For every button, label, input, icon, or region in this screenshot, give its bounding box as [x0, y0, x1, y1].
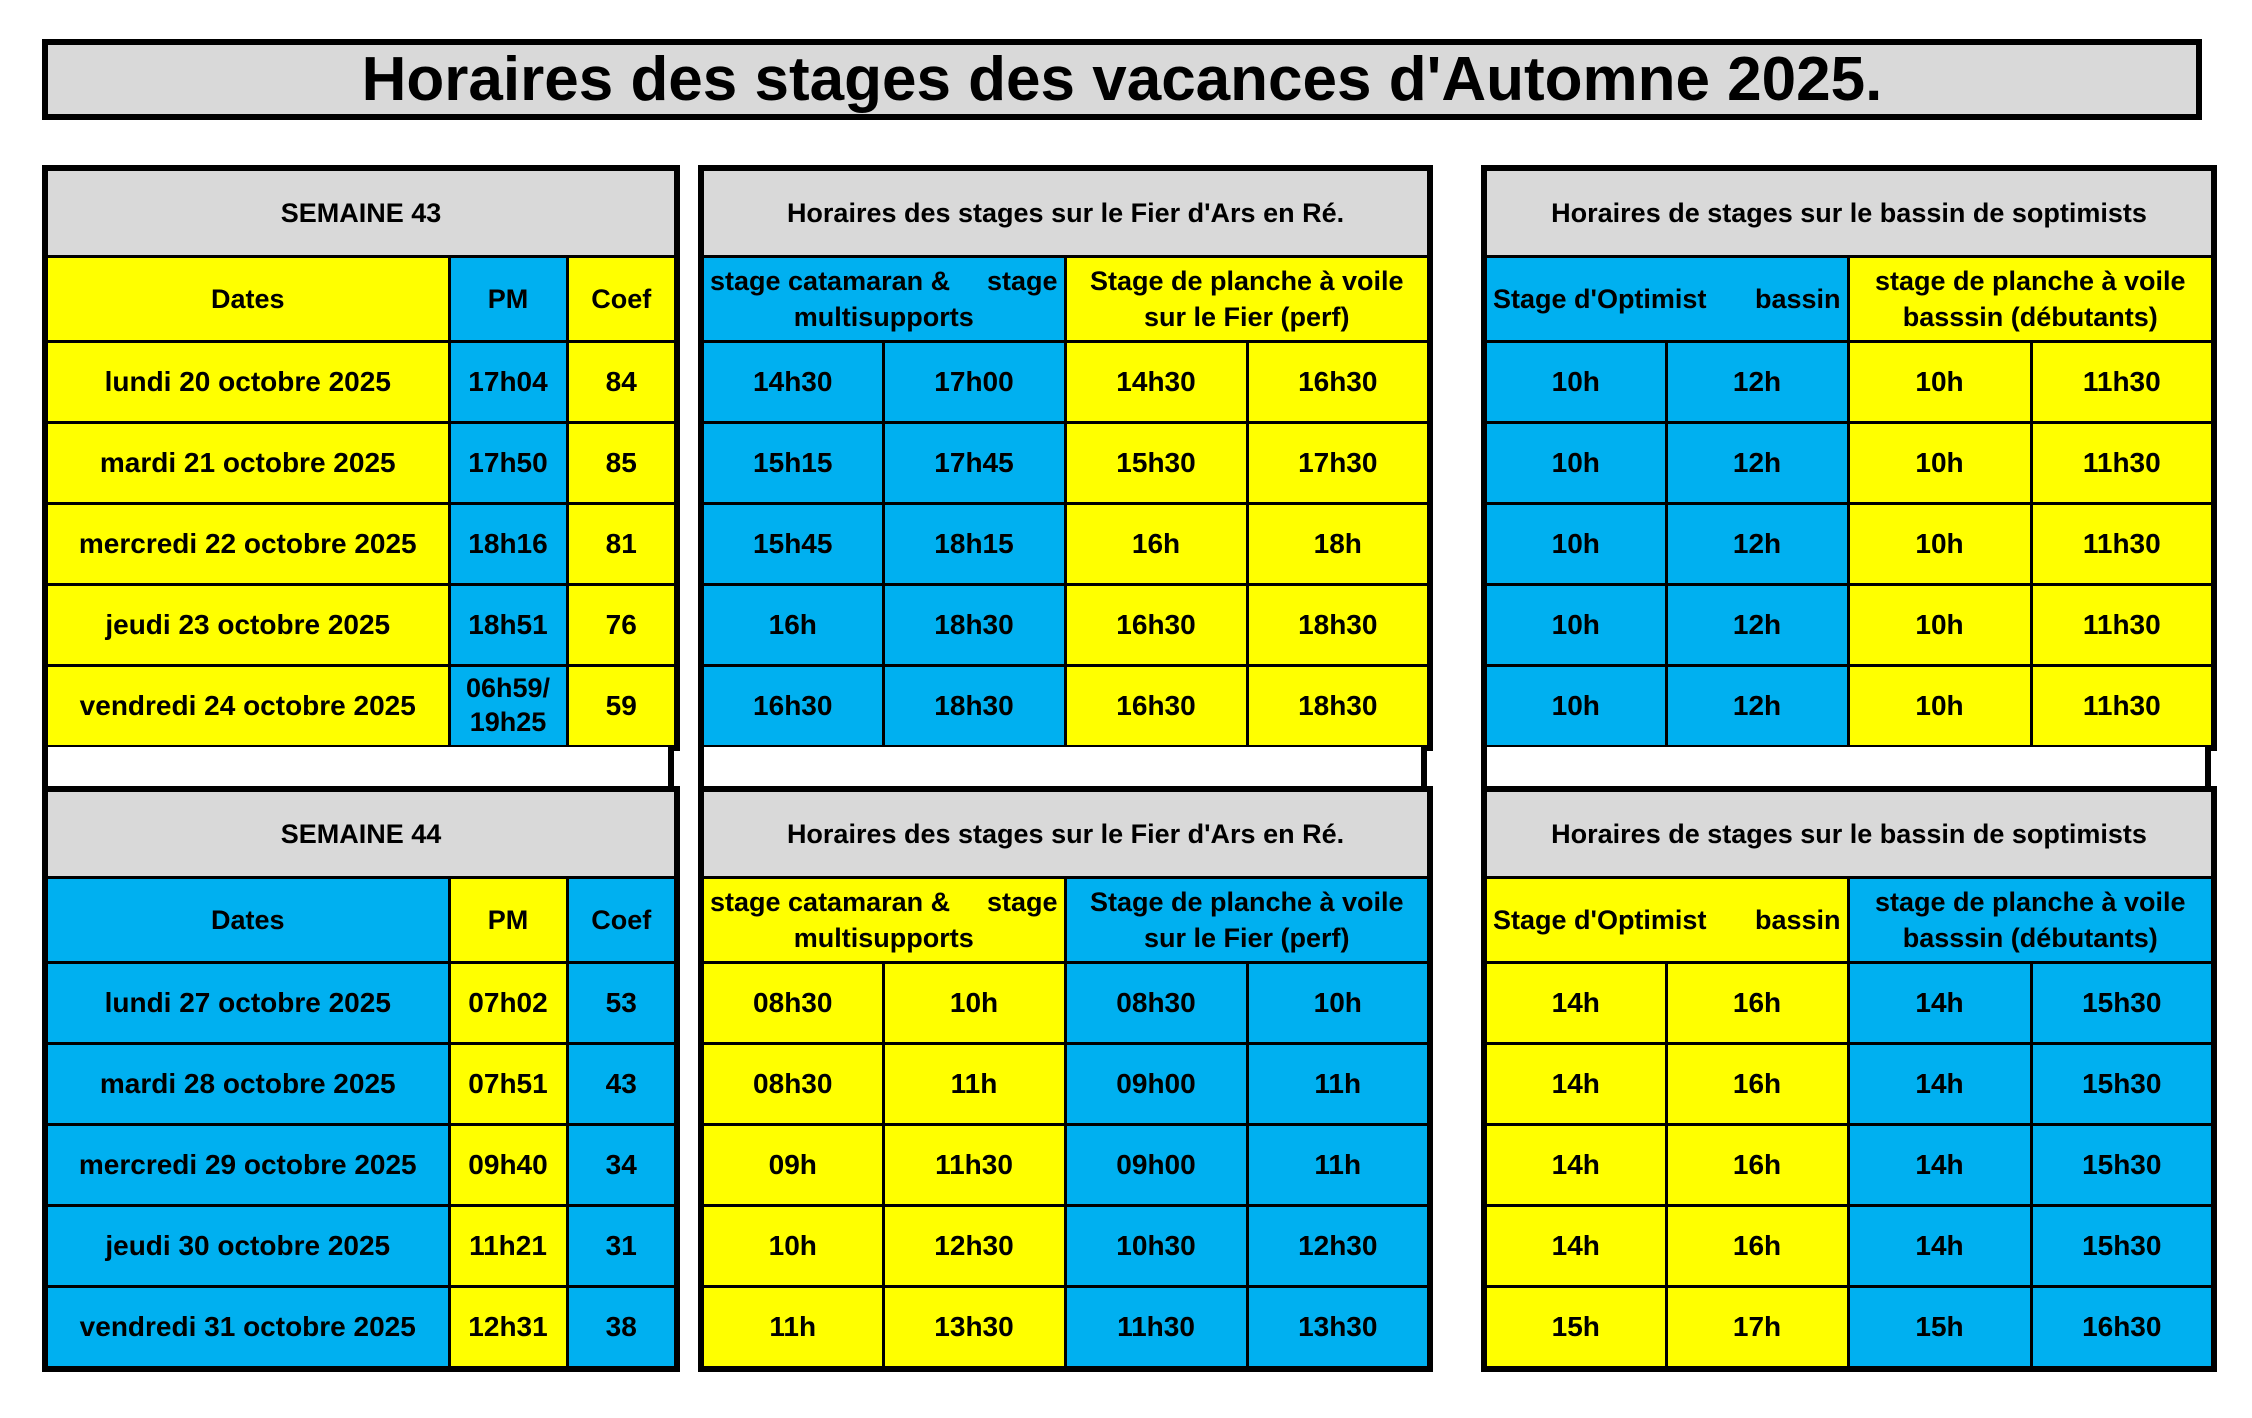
time-cell: 11h [1247, 1044, 1430, 1125]
time-cell: 12h30 [1247, 1206, 1430, 1287]
date-cell: lundi 27 octobre 2025 [45, 963, 449, 1044]
optimist-header-part2: bassin [1754, 904, 1841, 935]
pm-cell: 07h51 [449, 1044, 567, 1125]
date-cell: lundi 20 octobre 2025 [45, 342, 449, 423]
catamaran-header [701, 257, 1065, 342]
pm-header: PM [449, 878, 567, 963]
planche-bassin-header-line2: basssin (débutants) [1902, 923, 2158, 953]
fier43-title: Horaires des stages sur le Fier d'Ars en Ré. [701, 168, 1430, 257]
time-cell: 17h00 [883, 342, 1065, 423]
time-cell: 14h30 [1065, 342, 1247, 423]
time-cell: 09h00 [1065, 1044, 1247, 1125]
time-cell: 14h [1848, 1044, 2031, 1125]
date-cell: mercredi 29 octobre 2025 [45, 1125, 449, 1206]
time-cell: 14h [1484, 1206, 1666, 1287]
time-cell: 10h [1848, 342, 2031, 423]
week43-label: SEMAINE 43 [45, 168, 677, 257]
optimist-header-part2: bassin [1754, 283, 1841, 314]
time-cell: 16h30 [701, 666, 883, 749]
time-cell: 10h [1484, 585, 1666, 666]
planche-header-line1: Stage de planche à voile [1089, 886, 1404, 917]
time-cell: 16h [1666, 963, 1848, 1044]
time-cell: 11h [883, 1044, 1065, 1125]
time-cell: 15h45 [701, 504, 883, 585]
time-cell: 11h [1247, 1125, 1430, 1206]
catamaran-header [701, 878, 1065, 963]
pm-cell: 11h21 [449, 1206, 567, 1287]
time-cell: 17h [1666, 1287, 1848, 1370]
catamaran-header-part1: stage catamaran & [710, 886, 951, 917]
coef-cell: 43 [567, 1044, 677, 1125]
catamaran-header-part1: stage catamaran & [710, 265, 951, 296]
fier44-title: Horaires des stages sur le Fier d'Ars en Ré. [701, 789, 1430, 878]
catamaran-header-line2: multisupports [793, 302, 974, 332]
time-cell: 15h30 [1065, 423, 1247, 504]
catamaran-header-part2: stage [986, 886, 1058, 917]
optimist-header [1484, 878, 1848, 963]
time-cell: 11h [701, 1287, 883, 1370]
planche-bassin-header-line2: basssin (débutants) [1902, 302, 2158, 332]
pm-cell: 17h04 [449, 342, 567, 423]
time-cell: 10h [883, 963, 1065, 1044]
bassin44-title: Horaires de stages sur le bassin de soptimists [1484, 789, 2214, 878]
time-cell: 15h30 [2031, 1125, 2214, 1206]
date-cell: jeudi 23 octobre 2025 [45, 585, 449, 666]
time-cell: 16h30 [1065, 585, 1247, 666]
time-cell: 18h30 [883, 666, 1065, 749]
coef-cell: 53 [567, 963, 677, 1044]
time-cell: 14h [1484, 1125, 1666, 1206]
pm-cell: 18h51 [449, 585, 567, 666]
dates-header: Dates [45, 878, 449, 963]
time-cell: 16h30 [2031, 1287, 2214, 1370]
planche-header-line1: Stage de planche à voile [1089, 265, 1404, 296]
time-cell: 12h30 [883, 1206, 1065, 1287]
time-cell: 15h30 [2031, 1206, 2214, 1287]
planche-bassin-header [1848, 878, 2214, 963]
time-cell: 13h30 [1247, 1287, 1430, 1370]
time-cell: 18h [1247, 504, 1430, 585]
time-cell: 12h [1666, 585, 1848, 666]
time-cell: 10h [1848, 666, 2031, 749]
time-cell: 16h [1065, 504, 1247, 585]
pm-cell: 18h16 [449, 504, 567, 585]
time-cell: 16h [1666, 1206, 1848, 1287]
time-cell: 12h [1666, 666, 1848, 749]
planche-header-line2: sur le Fier (perf) [1143, 923, 1350, 953]
time-cell: 14h [1848, 1206, 2031, 1287]
pm-cell: 09h40 [449, 1125, 567, 1206]
time-cell: 11h30 [2031, 423, 2214, 504]
time-cell: 16h [1666, 1125, 1848, 1206]
time-cell: 08h30 [1065, 963, 1247, 1044]
time-cell: 11h30 [2031, 504, 2214, 585]
coef-cell: 59 [567, 666, 677, 749]
time-cell: 11h30 [2031, 585, 2214, 666]
week44-table [42, 786, 680, 1372]
fier43-table [698, 165, 1433, 751]
planche-header [1065, 878, 1430, 963]
time-cell: 12h [1666, 504, 1848, 585]
coef-cell: 85 [567, 423, 677, 504]
time-cell: 15h15 [701, 423, 883, 504]
time-cell: 15h30 [2031, 963, 2214, 1044]
time-cell: 10h [1848, 585, 2031, 666]
week43-table [42, 165, 680, 751]
time-cell: 14h [1848, 1125, 2031, 1206]
pm-cell: 12h31 [449, 1287, 567, 1370]
date-cell: mardi 28 octobre 2025 [45, 1044, 449, 1125]
time-cell: 14h [1484, 963, 1666, 1044]
coef-cell: 84 [567, 342, 677, 423]
pm-header: PM [449, 257, 567, 342]
time-cell: 18h30 [1247, 666, 1430, 749]
time-cell: 10h [1484, 504, 1666, 585]
time-cell: 12h [1666, 342, 1848, 423]
pm-cell: 06h59/ 19h25 [449, 666, 567, 749]
time-cell: 10h [1247, 963, 1430, 1044]
time-cell: 11h30 [883, 1125, 1065, 1206]
catamaran-header-line2: multisupports [793, 923, 974, 953]
time-cell: 08h30 [701, 1044, 883, 1125]
time-cell: 13h30 [883, 1287, 1065, 1370]
bassin44-table [1481, 786, 2217, 1372]
planche-bassin-header [1848, 257, 2214, 342]
column-spacer [1481, 747, 2211, 788]
time-cell: 14h30 [701, 342, 883, 423]
catamaran-header-part2: stage [986, 265, 1058, 296]
date-cell: vendredi 24 octobre 2025 [45, 666, 449, 749]
optimist-header-part1: Stage d'Optimist [1493, 904, 1707, 935]
bassin43-table [1481, 165, 2217, 751]
time-cell: 14h [1484, 1044, 1666, 1125]
time-cell: 16h30 [1065, 666, 1247, 749]
time-cell: 14h [1848, 963, 2031, 1044]
planche-bassin-header-line1: stage de planche à voile [1874, 886, 2186, 917]
coef-cell: 81 [567, 504, 677, 585]
time-cell: 10h [1484, 666, 1666, 749]
coef-cell: 34 [567, 1125, 677, 1206]
time-cell: 11h30 [2031, 342, 2214, 423]
coef-cell: 31 [567, 1206, 677, 1287]
planche-bassin-header-line1: stage de planche à voile [1874, 265, 2186, 296]
page-title: Horaires des stages des vacances d'Automne 2025. [42, 39, 2202, 120]
coef-cell: 76 [567, 585, 677, 666]
coef-header: Coef [567, 878, 677, 963]
time-cell: 10h [1848, 423, 2031, 504]
date-cell: mardi 21 octobre 2025 [45, 423, 449, 504]
time-cell: 08h30 [701, 963, 883, 1044]
time-cell: 10h [701, 1206, 883, 1287]
dates-header: Dates [45, 257, 449, 342]
pm-cell: 07h02 [449, 963, 567, 1044]
coef-header: Coef [567, 257, 677, 342]
planche-header [1065, 257, 1430, 342]
time-cell: 17h30 [1247, 423, 1430, 504]
time-cell: 09h00 [1065, 1125, 1247, 1206]
column-spacer [698, 747, 1427, 788]
bassin43-title: Horaires de stages sur le bassin de soptimists [1484, 168, 2214, 257]
coef-cell: 38 [567, 1287, 677, 1370]
time-cell: 12h [1666, 423, 1848, 504]
optimist-header-part1: Stage d'Optimist [1493, 283, 1707, 314]
time-cell: 10h30 [1065, 1206, 1247, 1287]
time-cell: 15h30 [2031, 1044, 2214, 1125]
time-cell: 17h45 [883, 423, 1065, 504]
time-cell: 15h [1484, 1287, 1666, 1370]
time-cell: 11h30 [1065, 1287, 1247, 1370]
time-cell: 09h [701, 1125, 883, 1206]
time-cell: 18h15 [883, 504, 1065, 585]
time-cell: 18h30 [883, 585, 1065, 666]
time-cell: 10h [1484, 342, 1666, 423]
pm-cell: 17h50 [449, 423, 567, 504]
week44-label: SEMAINE 44 [45, 789, 677, 878]
date-cell: jeudi 30 octobre 2025 [45, 1206, 449, 1287]
column-spacer [42, 747, 674, 788]
date-cell: vendredi 31 octobre 2025 [45, 1287, 449, 1370]
date-cell: mercredi 22 octobre 2025 [45, 504, 449, 585]
optimist-header [1484, 257, 1848, 342]
time-cell: 10h [1848, 504, 2031, 585]
time-cell: 16h30 [1247, 342, 1430, 423]
time-cell: 16h [1666, 1044, 1848, 1125]
time-cell: 16h [701, 585, 883, 666]
fier44-table [698, 786, 1433, 1372]
time-cell: 15h [1848, 1287, 2031, 1370]
planche-header-line2: sur le Fier (perf) [1143, 302, 1350, 332]
time-cell: 11h30 [2031, 666, 2214, 749]
time-cell: 10h [1484, 423, 1666, 504]
time-cell: 18h30 [1247, 585, 1430, 666]
